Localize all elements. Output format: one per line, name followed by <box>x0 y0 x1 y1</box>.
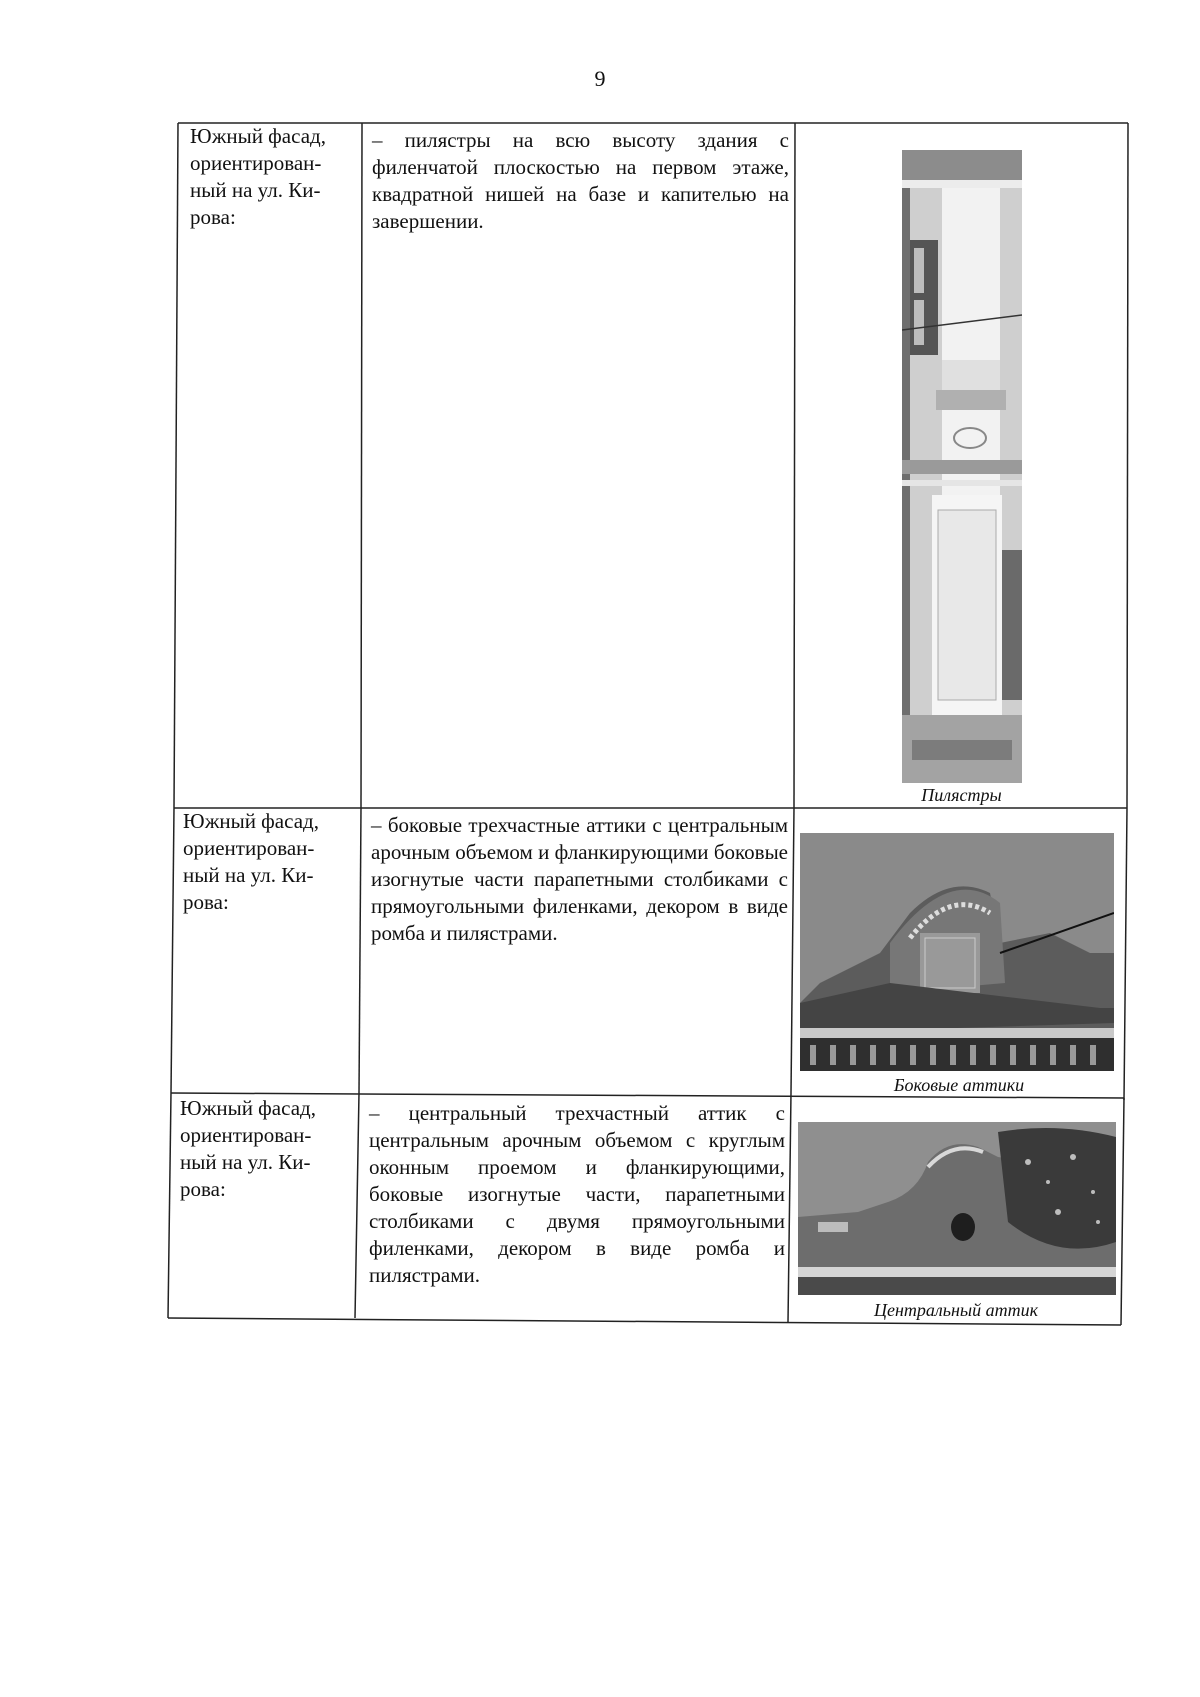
facade-label-1: Южный фасад, ориентирован- ный на ул. Ки- рова: <box>190 124 326 229</box>
central-attic-photo <box>798 1122 1116 1295</box>
pilasters-photo <box>902 150 1022 783</box>
side-attics-photo <box>800 833 1114 1071</box>
description-1: – пилястры на всю высоту здания с филенчатой плоскостью на первом этаже, квадратной нишей на базе и капителью на завершении. <box>372 128 789 233</box>
caption-2: Боковые аттики <box>893 1075 1025 1095</box>
facade-label-2: Южный фасад, ориентирован- ный на ул. Ки- рова: <box>183 809 319 914</box>
caption-3: Центральный аттик <box>874 1300 1038 1320</box>
page-number: 9 <box>594 66 606 91</box>
caption-1: Пилястры <box>921 785 1002 805</box>
facade-label-3: Южный фасад, ориентирован- ный на ул. Ки- рова: <box>180 1096 316 1201</box>
description-3: – центральный трехчастный аттик с центральным арочным объемом с круглым оконным проемом и фланкирующими, боковые изогнутые части, парапетными столбиками с двумя прямоугольными филенками, декором в виде ромба и пилястрами. <box>369 1101 785 1287</box>
description-2: – боковые трехчастные аттики с центральным арочным объемом и фланкирующими боковые изогнутые части парапетными столбиками с прямоугольными филенками, декором в виде ромба и пилястрами. <box>371 813 788 945</box>
